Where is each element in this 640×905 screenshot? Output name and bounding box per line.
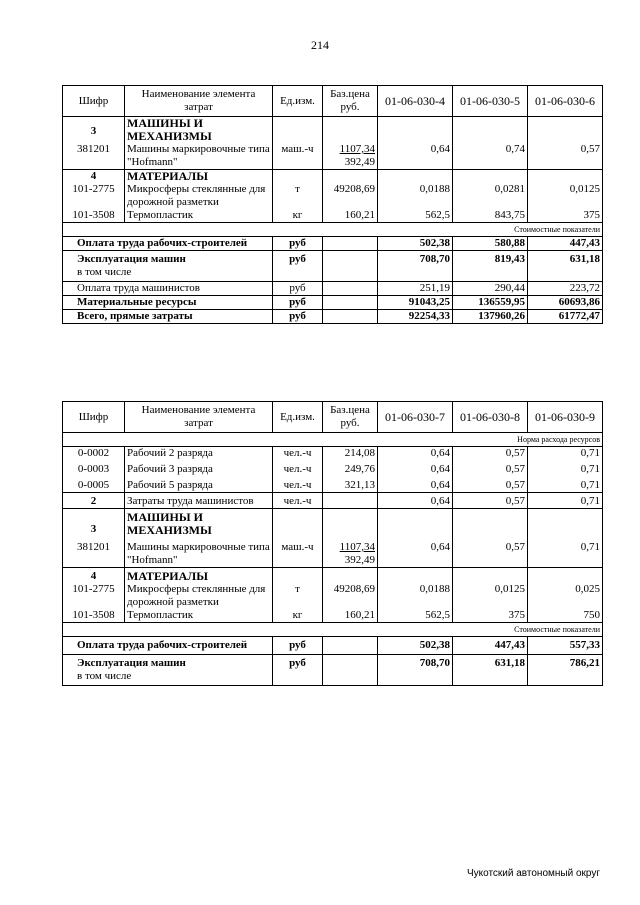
row-value: 631,18 [453, 655, 528, 686]
row-price: 214,08 [323, 447, 378, 461]
row-code: 381201 [63, 143, 125, 170]
header-code: Шифр [63, 86, 125, 117]
row-value: 502,38 [378, 237, 453, 251]
row-value: 0,64 [378, 460, 453, 476]
row-value: 0,64 [378, 476, 453, 493]
row-name: Рабочий 2 разряда [125, 447, 273, 461]
row-value: 0,64 [378, 447, 453, 461]
row-code: 0-0003 [63, 460, 125, 476]
row-unit: чел.-ч [273, 447, 323, 461]
table-row [63, 609, 603, 623]
row-price: 249,76 [323, 460, 378, 476]
row-value: 0,71 [528, 476, 603, 493]
row-value: 502,38 [378, 637, 453, 655]
row-value: 375 [528, 209, 603, 223]
table-row [63, 541, 603, 568]
row-name: Материальные ресурсы [63, 296, 273, 310]
section-code: 4 [63, 170, 125, 184]
header-unit: Ед.изм. [273, 86, 323, 117]
row-name: Рабочий 5 разряда [125, 476, 273, 493]
row-code: 101-3508 [63, 209, 125, 223]
row-price [323, 143, 378, 170]
section-title: МАШИНЫ И МЕХАНИЗМЫ [125, 117, 273, 144]
row-value: 0,57 [453, 493, 528, 509]
row-name: Микросферы стеклянные для дорожной разметки [125, 583, 273, 609]
header-column-3: 01-06-030-9 [528, 402, 603, 433]
row-value: 708,70 [378, 251, 453, 282]
row-name: Машины маркировочные типа "Hofmann" [125, 541, 273, 568]
table-row [63, 143, 603, 170]
row-code: 381201 [63, 541, 125, 568]
row-unit: руб [273, 237, 323, 251]
row-name: Машины маркировочные типа "Hofmann" [125, 143, 273, 170]
table-row [63, 237, 603, 251]
resource-norm-label: Норма расхода ресурсов [63, 433, 603, 447]
row-value: 708,70 [378, 655, 453, 686]
row-value: 631,18 [528, 251, 603, 282]
row-unit: чел.-ч [273, 476, 323, 493]
row-value: 0,64 [378, 143, 453, 170]
header-name: Наименование элемента затрат [125, 402, 273, 433]
row-unit: кг [273, 209, 323, 223]
row-name: Термопластик [125, 609, 273, 623]
row-value: 843,75 [453, 209, 528, 223]
row-code: 0-0002 [63, 447, 125, 461]
row-price: 49208,69 [323, 583, 378, 609]
row-value: 0,64 [378, 541, 453, 568]
page-number: 214 [311, 38, 329, 52]
row-value: 0,0188 [378, 583, 453, 609]
row-value: 0,71 [528, 460, 603, 476]
row-code: 101-3508 [63, 609, 125, 623]
header-code: Шифр [63, 402, 125, 433]
header-column-1: 01-06-030-7 [378, 402, 453, 433]
row-value: 447,43 [453, 637, 528, 655]
row-value: 0,57 [453, 460, 528, 476]
row-unit: руб [273, 655, 323, 686]
row-value: 136559,95 [453, 296, 528, 310]
row-value: 0,025 [528, 583, 603, 609]
table-row [63, 251, 603, 282]
row-unit: т [273, 183, 323, 209]
row-value: 60693,86 [528, 296, 603, 310]
row-unit: чел.-ч [273, 460, 323, 476]
section-title: МАШИНЫ И МЕХАНИЗМЫ [125, 509, 273, 542]
row-value: 447,43 [528, 237, 603, 251]
header-name: Наименование элемента затрат [125, 86, 273, 117]
row-unit: кг [273, 609, 323, 623]
row-name: Всего, прямые затраты [63, 310, 273, 324]
row-name [63, 655, 273, 686]
section-row-materials [63, 170, 603, 184]
row-name: Оплата труда рабочих-строителей [63, 237, 273, 251]
row-code: 2 [63, 493, 125, 509]
price-value: 392,49 [344, 554, 375, 566]
table-header-row [63, 86, 603, 117]
row-code: 101-2775 [63, 183, 125, 209]
footer-region-name: Чукотский автономный округ [466, 868, 600, 879]
table-row [63, 637, 603, 655]
row-price [323, 541, 378, 568]
row-value: 91043,25 [378, 296, 453, 310]
cost-indicators-label: Стоимостные показатели [63, 623, 603, 637]
row-unit: руб [273, 282, 323, 296]
row-name-main: Эксплуатация машин [77, 253, 186, 265]
row-value: 0,57 [453, 476, 528, 493]
header-unit: Ед.изм. [273, 402, 323, 433]
row-value: 251,19 [378, 282, 453, 296]
header-base-price: Баз.цена руб. [323, 402, 378, 433]
row-value: 0,57 [528, 143, 603, 170]
table-row [63, 493, 603, 509]
table-row [63, 460, 603, 476]
section-code: 4 [63, 568, 125, 584]
price-value: 1107,34 [339, 541, 375, 553]
row-value: 0,74 [453, 143, 528, 170]
section-title: МАТЕРИАЛЫ [125, 170, 273, 184]
row-name [63, 251, 273, 282]
row-value: 375 [453, 609, 528, 623]
row-price: 321,13 [323, 476, 378, 493]
row-value: 557,33 [528, 637, 603, 655]
cost-table-1 [62, 85, 603, 324]
row-value: 0,0281 [453, 183, 528, 209]
row-value: 819,43 [453, 251, 528, 282]
section-code: 3 [63, 509, 125, 542]
row-value: 580,88 [453, 237, 528, 251]
row-value: 0,71 [528, 493, 603, 509]
header-column-2: 01-06-030-8 [453, 402, 528, 433]
table-row [63, 209, 603, 223]
row-name: Оплата труда рабочих-строителей [63, 637, 273, 655]
subheader-row [63, 223, 603, 237]
row-value: 61772,47 [528, 310, 603, 324]
row-unit: руб [273, 637, 323, 655]
cost-table-2 [62, 401, 603, 686]
row-value: 0,0125 [453, 583, 528, 609]
row-value: 0,57 [453, 447, 528, 461]
row-name: Рабочий 3 разряда [125, 460, 273, 476]
table-row [63, 655, 603, 686]
row-value: 562,5 [378, 609, 453, 623]
row-value: 223,72 [528, 282, 603, 296]
row-value: 0,57 [453, 541, 528, 568]
section-row-machines [63, 117, 603, 144]
row-price: 160,21 [323, 609, 378, 623]
row-unit: руб [273, 296, 323, 310]
row-value: 562,5 [378, 209, 453, 223]
row-name-sub: в том числе [77, 670, 132, 682]
row-value: 290,44 [453, 282, 528, 296]
row-price: 160,21 [323, 209, 378, 223]
section-code: 3 [63, 117, 125, 144]
table-row [63, 583, 603, 609]
subheader-row [63, 623, 603, 637]
table-row [63, 282, 603, 296]
row-name-sub: в том числе [77, 266, 132, 278]
row-name: Затраты труда машинистов [125, 493, 273, 509]
header-base-price: Баз.цена руб. [323, 86, 378, 117]
row-value: 0,0125 [528, 183, 603, 209]
row-unit: руб [273, 310, 323, 324]
row-value: 786,21 [528, 655, 603, 686]
row-value: 0,71 [528, 541, 603, 568]
header-column-2: 01-06-030-5 [453, 86, 528, 117]
row-unit: чел.-ч [273, 493, 323, 509]
row-code: 101-2775 [63, 583, 125, 609]
row-value: 137960,26 [453, 310, 528, 324]
row-unit: маш.-ч [273, 541, 323, 568]
price-value: 392,49 [344, 156, 375, 168]
section-row-machines [63, 509, 603, 542]
row-value: 92254,33 [378, 310, 453, 324]
table-row [63, 296, 603, 310]
row-name: Микросферы стеклянные для дорожной разметки [125, 183, 273, 209]
row-value: 0,0188 [378, 183, 453, 209]
section-row-materials [63, 568, 603, 584]
row-price: 49208,69 [323, 183, 378, 209]
subheader-row [63, 433, 603, 447]
row-value: 750 [528, 609, 603, 623]
row-name-main: Эксплуатация машин [77, 657, 186, 669]
section-title: МАТЕРИАЛЫ [125, 568, 273, 584]
header-column-1: 01-06-030-4 [378, 86, 453, 117]
row-unit: руб [273, 251, 323, 282]
price-value: 1107,34 [339, 143, 375, 155]
row-unit: т [273, 583, 323, 609]
table-row [63, 310, 603, 324]
row-code: 0-0005 [63, 476, 125, 493]
table-row [63, 476, 603, 493]
row-name: Оплата труда машинистов [63, 282, 273, 296]
row-unit: маш.-ч [273, 143, 323, 170]
table-header-row [63, 402, 603, 433]
table-row [63, 183, 603, 209]
row-value: 0,64 [378, 493, 453, 509]
table-row [63, 447, 603, 461]
row-value: 0,71 [528, 447, 603, 461]
row-name: Термопластик [125, 209, 273, 223]
header-column-3: 01-06-030-6 [528, 86, 603, 117]
cost-indicators-label: Стоимостные показатели [63, 223, 603, 237]
